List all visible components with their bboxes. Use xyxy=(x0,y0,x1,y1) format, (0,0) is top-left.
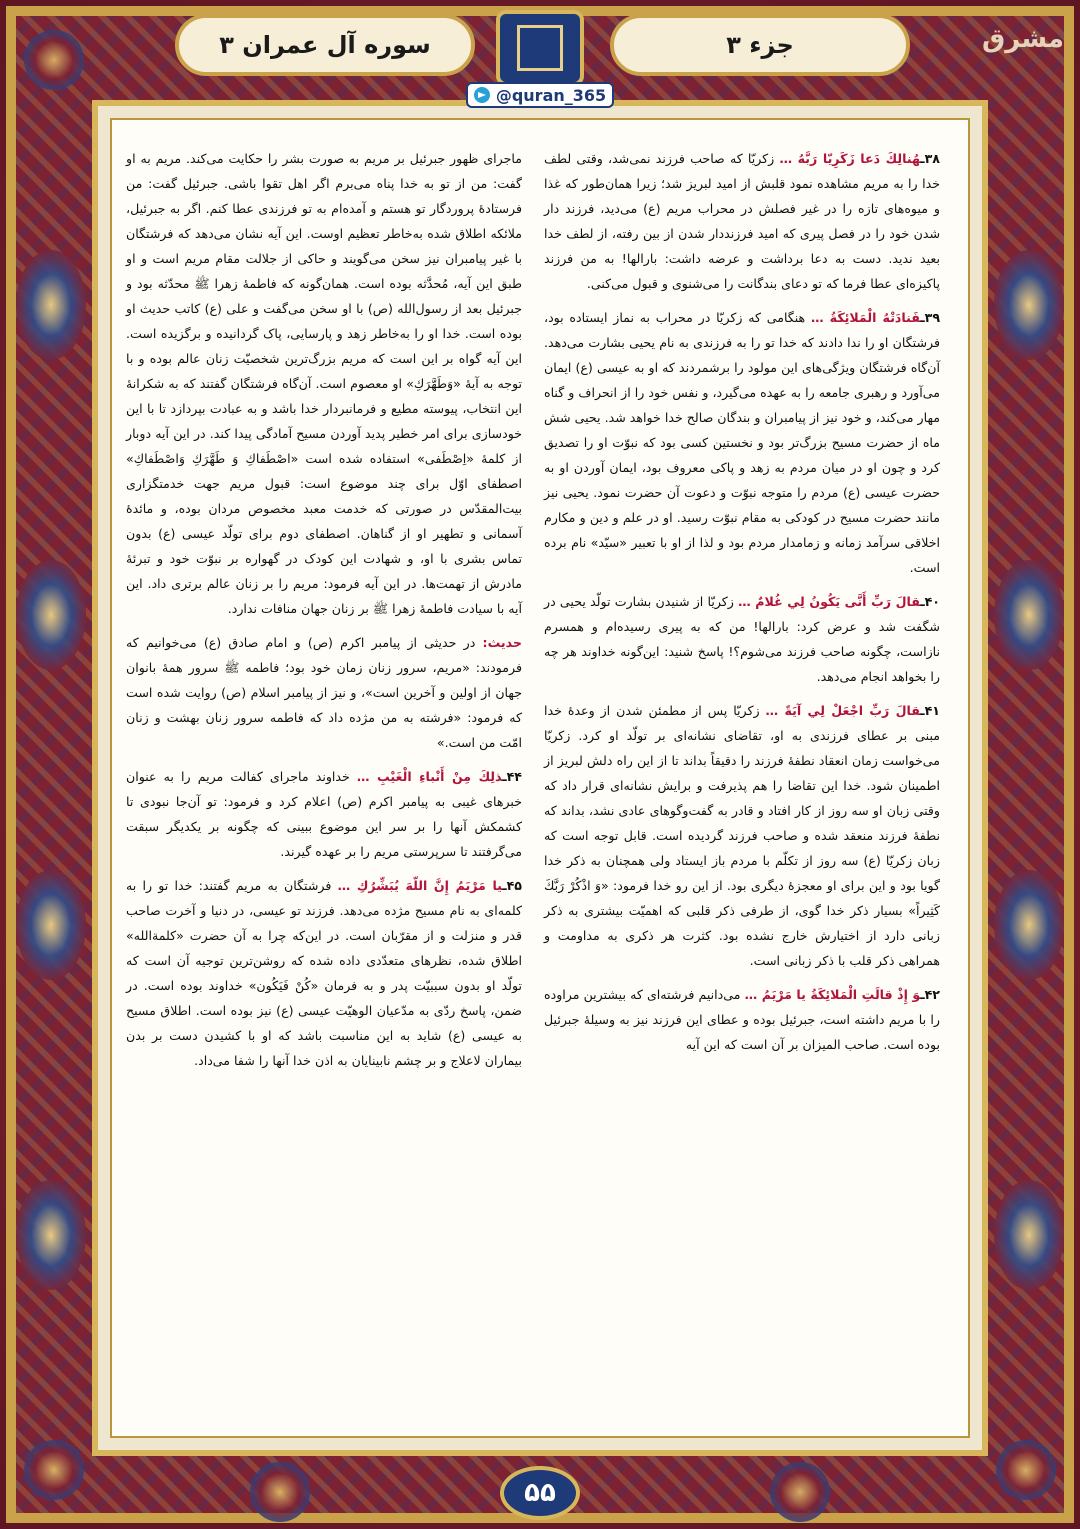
commentary-paragraph xyxy=(126,873,522,1073)
commentary-paragraph xyxy=(544,589,940,689)
commentary-text: فرشتگان به مریم گفتند: خدا تو را به کلمه‌ای به نام مسیح مژده می‌دهد. فرزند تو عیسی، در دنیا و آخرت صاحب قدر و منزلت و از مقرّبان است. در این‌که چرا به آن حضرت «کلمةالله» اطلاق شده، نظرهای متعدّدی داده شده که روشن‌ترین توجیه آن است که تولّد او بدون سببیّت پدر و به فرمان «کُنْ فَیَکُون» خداوند بوده است. در ضمن، پاسخ ردّی به مدّعیان الوهیّت عیسی (ع) نیز بوده است. اطلاق مسیح به عیسی (ع) شاید به این مناسبت باشد که او با کشیدن دست بر بدن بیماران لاعلاج و بر چشم نابینایان به اذن خدا آنها را شفا می‌داد. xyxy=(126,878,522,1068)
frame-medallion-icon xyxy=(994,870,1064,980)
verse-quote: فَنادَتْهُ الْمَلائِكَةُ … xyxy=(810,310,921,325)
frame-medallion-icon xyxy=(16,560,86,670)
verse-number: ۳۸ـ xyxy=(920,151,940,166)
verse-quote: يا مَرْيَمُ إِنَّ اللّهَ يُبَشِّرُكِ … xyxy=(337,878,503,893)
verse-number: ۴۱ـ xyxy=(920,703,940,718)
commentary-text: هنگامی که زکریّا در محراب به نماز ایستاده بود، فرشتگان او را ندا دادند که خدا تو را به فرزندی به نام یحیی بشارت می‌دهد. آن‌گاه فرشتگان ویژگی‌های این مولود را برشمردند که او به عیسی (ع) ایمان می‌آورد و رهبری جامعه را به عهده می‌گیرد، و نفس خود را از انحراف و گناه مهار می‌کند، و خود نیز از پیامبران و بندگان صالح خدا خواهد شد. یحیی شش ماه از حضرت مسیح بزرگ‌تر بود و نخستین کسی بود که نبوّت او را تصدیق کرد و چون او در میان مردم به زهد و پاکی معروف بود، ایمان آوردن او به حضرت عیسی (ع) مردم را متوجه نبوّت و دعوت آن حضرت نمود. یحیی نیز مانند حضرت مسیح در کودکی به مقام نبوّت رسید. او در علم و دین و مکارم اخلاقی سرآمد زمانه و زمامدار مردم بود و لذا از او با تعبیر «سیّد» نام برده است. xyxy=(544,310,940,575)
commentary-text: می‌دانیم فرشته‌ای که بیشترین مراوده را با مریم داشته است، جبرئیل بوده و عطای این فرزند نیز به وسیلهٔ جبرئیل بوده است. صاحب المیزان بر آن است که این آیه xyxy=(544,987,940,1052)
quran-logo-icon xyxy=(496,10,584,86)
verse-quote: هُنالِكَ دَعا زَكَرِيّا رَبَّهُ … xyxy=(779,151,921,166)
corner-ornament-icon xyxy=(24,1440,84,1500)
commentary-paragraph xyxy=(126,630,522,755)
commentary-paragraph xyxy=(544,982,940,1057)
right-column xyxy=(544,146,940,1066)
verse-quote: قالَ رَبِّ اجْعَلْ لِي آيَةً … xyxy=(765,703,921,718)
frame-medallion-icon xyxy=(16,870,86,980)
corner-ornament-icon xyxy=(24,30,84,90)
commentary-paragraph xyxy=(126,764,522,864)
juz-label: جزء ۳ xyxy=(610,14,910,76)
frame-medallion-icon xyxy=(994,250,1064,360)
commentary-text: زکریّا پس از مطمئن شدن از وعدهٔ خدا مبنی بر عطای فرزندی به او، تقاضای نشانه‌ای بر تولّد او کرد. زکریّا می‌خواست زمان انعقاد نطفهٔ فرزند را دقیقاً بداند تا از این راه دلش لبریز از اطمینان شود. خدا این تقاضا را هم پذیرفت و برایش نشانه‌ای قرار داد که وقتی زبان او سه روز از کار افتاد و قادر به گفت‌وگوهای عادی نشد، بداند که نطفهٔ فرزند منعقد شده و صاحب فرزند گردیده است. قابل توجه است که زبان زکریّا (ع) سه روز از تکلّم با مردم باز ایستاد ولی همچنان به ذکر خدا گویا بود و این برای او معجزهٔ دیگری بود. از این رو خدا فرمود: «وَ اذْكُرْ رَبَّكَ كَثِيراً» بسیار ذکر خدا گوی، از طرفی ذکر قلبی که اهمیّت بیشتری به ذکر زبانی دارد از اختیارش خارج نشده بود. کثرت هر ذکری به مداومت و همراهی ذکر قلب با ذکر زبانی است. xyxy=(544,703,940,968)
surah-title: سوره آل عمران ۳ xyxy=(175,14,475,76)
commentary-text: ماجرای ظهور جبرئیل بر مریم به صورت بشر را حکایت می‌کند. مریم به او گفت: من از تو به خدا پناه می‌برم اگر اهل تقوا باشی. جبرئیل گفت: من فرستادهٔ پروردگار تو هستم و آمده‌ام به تو فرزندی عطا کنم. اگر به جبرئیل، ملائکه اطلاق شده به‌خاطر تعظیم اوست. این آیه نشان می‌دهد که فرشتگان با غیر پیامبران نیز سخن می‌گویند و حاکی از جلالت مقام مریم است و او طبق این آیه، مُحدَّثه بوده است. همان‌گونه که فاطمهٔ زهرا ﷺ محدّثه بود و جبرئیل بعد از رسول‌الله (ص) با او سخن می‌گفت و علی (ع) کاتب حدیث او بوده است. خدا او را به‌خاطر زهد و پارسایی، پاک گردانیده و برگزیده است. این آیه گواه بر این است که مریم بزرگ‌ترین شخصیّت زنان عالم بوده و با توجه به آیهٔ «وَطَهَّرَكِ» او معصوم است. آن‌گاه فرشتگان گفتند که به شکرانهٔ این انتخاب، پیوسته مطیع و فرمانبردار خدا باشد و به عبادت بپردازد تا با این خودسازی برای امر خطیر پدید آوردن مسیح آمادگی پیدا کند. در این آیه دوبار از کلمهٔ «اِصْطَفى» استفاده شده است «اصْطَفاكِ وَ طَهَّرَكِ وَاصْطَفاكِ» اصطفای اوّل برای چند موضوع است: قبول مریم جهت خدمتگزاری بیت‌المقدّس در صورتی که خدمت معبد مخصوص مردان بوده، و مائدهٔ آسمانی و تطهیر او از گناهان. اصطفای دوم برای تولّد عیسی (ع) بدون تماس بشری با او، و شهادت این کودک در گهواره بر نبوّت خود و تبرئهٔ مادرش از تهمت‌ها. در این آیه فرمود: مریم را بر زنان عالم برتری داد. این آیه با سیادت فاطمهٔ زهرا ﷺ بر زنان جهان منافات ندارد. xyxy=(126,151,522,616)
verse-number: ۴۴ـ xyxy=(502,769,522,784)
hadith-label: حدیث: xyxy=(482,635,522,650)
verse-quote: قالَ رَبِّ أَنَّى يَكُونُ لِي غُلامٌ … xyxy=(738,594,921,609)
verse-number: ۳۹ـ xyxy=(920,310,941,325)
frame-medallion-icon xyxy=(16,1180,86,1290)
handle-text: @quran_365 xyxy=(495,85,607,105)
frame-medallion-icon xyxy=(994,1180,1064,1290)
verse-number: ۴۵ـ xyxy=(502,878,522,893)
verse-quote: وَ إِذْ قالَتِ الْمَلائِكَةُ يا مَرْيَمُ … xyxy=(744,987,921,1002)
corner-ornament-icon xyxy=(996,1440,1056,1500)
watermark-logo: مشرق xyxy=(982,24,1064,54)
commentary-text: در حدیثی از پیامبر اکرم (ص) و امام صادق (ع) می‌خوانیم که فرمودند: «مریم، سرور زنان زمان خود بود؛ فاطمه ﷺ سرور همهٔ بانوان جهان از اولین و آخرین است»، و نیز از پیامبر اسلام (ص) روایت شده است که فرمود: «فرشته به من مژده داد که فاطمه سرور زنان بهشت و زنان امّت من است.» xyxy=(126,635,522,750)
commentary-text: خداوند ماجرای کفالت مریم را به عنوان خبرهای غیبی به پیامبر اکرم (ص) اعلام کرد و فرمود: تو آن‌جا نبودی تا کشمکش آنها را بر سر این موضوع ببینی که چگونه بر یکدیگر سبقت می‌گرفتند تا سرپرستی مریم را بر عهده گیرند. xyxy=(126,769,522,859)
commentary-text: زکریّا که صاحب فرزند نمی‌شد، وقتی لطف خدا را به مریم مشاهده نمود قلبش از امید لبریز شد؛ زیرا همان‌طور که غذا و میوه‌های تازه را در غیر فصلش در محراب مریم (ع) می‌دید، فرزند دار شدن خود را در فصل پیری که امید فرزنددار شدن از بین رفته، از لطف خدا بعید ندید. دست به دعا برداشت و عرضه داشت: بارالها! به من فرزند پاکیزه‌ای عطا فرما که تو دعای بندگانت را می‌شنوی و قبول می‌کنی. xyxy=(544,151,940,291)
commentary-paragraph xyxy=(544,698,940,973)
left-column xyxy=(126,146,522,1082)
frame-medallion-icon xyxy=(16,250,86,360)
telegram-handle[interactable] xyxy=(466,82,614,108)
commentary-text: زکریّا از شنیدن بشارت تولّد یحیی در شگفت شد و عرض کرد: بارالها! من که به پیری رسیده‌ام و همسرم نازاست، چگونه صاحب فرزند می‌شوم؟! پاسخ شنید: این‌گونه خداوند هر چه را بخواهد انجام می‌دهد. xyxy=(544,594,940,684)
verse-number: ۴۲ـ xyxy=(920,987,940,1002)
bottom-ornament-icon xyxy=(250,1462,310,1522)
page-number: ۵۵ xyxy=(500,1466,580,1520)
verse-quote: ذلِكَ مِنْ أَنْباءِ الْغَيْبِ … xyxy=(356,769,503,784)
verse-number: ۴۰ـ xyxy=(920,594,940,609)
commentary-paragraph xyxy=(126,146,522,621)
bottom-ornament-icon xyxy=(770,1462,830,1522)
frame-medallion-icon xyxy=(994,560,1064,670)
commentary-paragraph xyxy=(544,146,940,296)
telegram-icon xyxy=(474,87,490,103)
commentary-paragraph xyxy=(544,305,940,580)
